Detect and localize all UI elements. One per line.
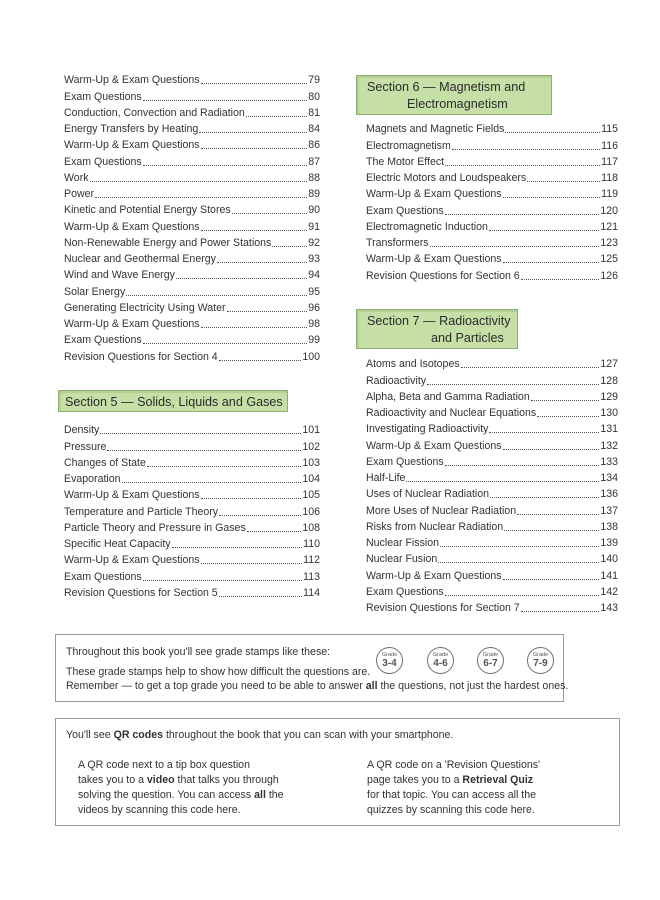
toc-entry-page: 88	[308, 171, 320, 184]
grade-stamp-7-9	[527, 647, 554, 674]
toc-entry-title: Exam Questions	[64, 570, 142, 583]
toc-entry-title: Evaporation	[64, 473, 121, 485]
toc-entry-page: 94	[308, 269, 320, 282]
toc-entry-title: Investigating Radioactivity	[366, 423, 489, 436]
toc-dot-leader	[143, 327, 307, 344]
toc-entry-title: Revision Questions for Section 6	[366, 269, 520, 282]
toc-entry-page: 116	[601, 139, 618, 152]
toc-entry-page: 102	[302, 440, 320, 453]
toc-dot-leader	[461, 351, 600, 368]
qr-video-all: all	[254, 789, 266, 801]
grade-stamp-3-4	[376, 647, 403, 674]
toc-entry-title: Exam Questions	[64, 155, 142, 168]
qr-video-line1: A QR code next to a tip box question	[78, 759, 250, 771]
toc-entry-page: 126	[600, 269, 618, 282]
section-7-heading-line1: Section 7 — Radioactivity	[367, 314, 511, 328]
grade-stamp-value: 4-6	[433, 658, 448, 669]
toc-entry-page: 127	[600, 358, 618, 371]
toc-entry-page: 101	[302, 424, 320, 437]
toc-entry-title: Exam Questions	[366, 455, 444, 468]
toc-dot-leader	[490, 481, 599, 498]
grade-stamp-label: Grade	[482, 652, 499, 658]
qr-intro-part3: throughout the book that you can scan with your smartphone.	[163, 729, 454, 741]
toc-dot-leader	[122, 466, 302, 483]
toc-dot-leader	[503, 181, 601, 198]
toc-entry-page: 136	[600, 488, 618, 501]
qr-video-text	[78, 758, 284, 818]
toc-entry-page: 117	[601, 155, 618, 168]
toc-entry-page: 130	[600, 407, 618, 419]
toc-dot-leader	[440, 530, 599, 547]
qr-video-line2-a: takes you to a	[78, 774, 147, 786]
toc-entry-page: 118	[601, 172, 618, 184]
grade-box-line2: These grade stamps help to show how difficult the questions are.	[66, 666, 371, 678]
toc-entry-title: Changes of State	[64, 456, 146, 469]
toc-entry-page: 121	[600, 220, 618, 233]
toc-entry-page: 143	[600, 602, 618, 614]
toc-entry-title: Uses of Nuclear Radiation	[366, 488, 490, 501]
toc-entry-title: Warm-Up & Exam Questions	[64, 139, 200, 152]
toc-dot-leader	[247, 515, 302, 532]
qr-codes-box	[55, 718, 620, 826]
toc-dot-leader	[201, 67, 308, 84]
toc-entry-title: Warm-Up & Exam Questions	[366, 188, 502, 201]
toc-entry-title: Radioactivity and Nuclear Equations	[366, 407, 537, 419]
qr-video-line3	[78, 788, 284, 803]
toc-entry-title: Nuclear Fission	[366, 537, 440, 549]
toc-entry-page: 92	[308, 236, 320, 249]
toc-entry-title: Radioactivity	[366, 374, 427, 387]
grade-box-line3-part1: Remember — to get a top grade you need to be able to answer	[66, 680, 366, 692]
toc-dot-leader	[531, 384, 600, 401]
qr-video-bold: video	[146, 774, 175, 786]
toc-dot-leader	[527, 165, 600, 182]
toc-dot-leader	[489, 416, 599, 433]
toc-entry-title: Electromagnetism	[366, 139, 451, 152]
toc-dot-leader	[100, 417, 301, 434]
toc-dot-leader	[521, 595, 600, 612]
section-5-heading	[58, 390, 288, 412]
toc-dot-leader	[503, 433, 600, 450]
toc-entry-title: Specific Heat Capacity	[64, 538, 171, 550]
grade-stamp-label: Grade	[532, 652, 549, 658]
toc-entry-page: 112	[303, 554, 320, 567]
toc-dot-leader	[427, 368, 599, 385]
toc-entry-title: Warm-Up & Exam Questions	[64, 318, 200, 330]
toc-list-section-5	[64, 422, 320, 601]
toc-dot-leader	[445, 149, 600, 166]
toc-dot-leader	[489, 214, 599, 231]
toc-dot-leader	[201, 482, 302, 499]
toc-dot-leader	[107, 434, 301, 451]
toc-entry-title: Atoms and Isotopes	[366, 358, 460, 371]
toc-entry-page: 95	[308, 285, 320, 298]
toc-dot-leader	[143, 149, 307, 166]
toc-entry-title: Warm-Up & Exam Questions	[366, 253, 502, 266]
toc-entry-title: Kinetic and Potential Energy Stores	[64, 204, 231, 217]
toc-entry-page: 138	[600, 520, 618, 533]
toc-dot-leader	[406, 465, 599, 482]
toc-entry-page: 128	[600, 374, 618, 387]
toc-entry-page: 131	[600, 423, 618, 436]
toc-dot-leader	[452, 133, 600, 150]
toc-entry-title: Nuclear and Geothermal Energy	[64, 253, 216, 265]
section-5-heading-text: Section 5 — Solids, Liquids and Gases	[65, 395, 283, 409]
toc-entry-page: 106	[302, 505, 320, 518]
toc-entry-page: 105	[302, 489, 320, 502]
toc-dot-leader	[503, 246, 600, 263]
toc-entry-page: 132	[600, 439, 618, 452]
toc-dot-leader	[219, 499, 301, 516]
toc-entry-page: 134	[600, 472, 618, 484]
section-6-heading	[356, 75, 552, 115]
toc-dot-leader	[90, 165, 308, 182]
toc-entry-title: Warm-Up & Exam Questions	[64, 220, 200, 233]
grade-stamp-value: 6-7	[483, 658, 498, 669]
toc-entry-page: 79	[308, 74, 320, 87]
toc-entry-title: Conduction, Convection and Radiation	[64, 106, 245, 119]
toc-dot-leader	[445, 449, 600, 466]
toc-entry-page: 129	[600, 390, 618, 403]
toc-entry-title: More Uses of Nuclear Radiation	[366, 504, 517, 517]
toc-entry[interactable]	[64, 585, 320, 601]
qr-quiz-line3: for that topic. You can access all the	[367, 789, 537, 801]
toc-entry-title: Exam Questions	[366, 204, 444, 217]
toc-entry-title: Half-Life	[366, 472, 406, 484]
toc-entry-title: Risks from Nuclear Radiation	[366, 520, 504, 533]
toc-entry-page: 89	[308, 188, 320, 200]
toc-entry-title: Particle Theory and Pressure in Gases	[64, 521, 246, 534]
toc-entry-title: Non-Renewable Energy and Power Stations	[64, 236, 272, 249]
toc-dot-leader	[199, 116, 307, 133]
toc-entry-page: 84	[308, 123, 320, 135]
toc-entry-page: 140	[600, 553, 618, 566]
toc-dot-leader	[227, 295, 308, 312]
toc-dot-leader	[445, 198, 600, 215]
toc-entry[interactable]	[64, 348, 320, 364]
toc-dot-leader	[445, 579, 600, 596]
toc-dot-leader	[219, 580, 302, 597]
toc-entry-title: Exam Questions	[64, 334, 142, 347]
toc-dot-leader	[438, 546, 599, 563]
toc-dot-leader	[201, 214, 308, 231]
toc-entry-title: Revision Questions for Section 7	[366, 602, 520, 614]
toc-entry-page: 96	[308, 301, 320, 314]
toc-entry-page: 137	[600, 504, 618, 517]
toc-entry-page: 123	[600, 237, 618, 249]
toc-dot-leader	[537, 400, 599, 417]
toc-dot-leader	[172, 531, 303, 548]
toc-entry-page: 110	[303, 538, 320, 550]
grade-box-line3-all: all	[365, 680, 378, 692]
section-6-heading-line2: Electromagnetism	[407, 97, 508, 111]
toc-entry-page: 93	[308, 253, 320, 265]
toc-entry-title: Work	[64, 171, 89, 184]
toc-entry-page: 133	[600, 455, 618, 468]
toc-dot-leader	[217, 246, 307, 263]
toc-dot-leader	[430, 230, 600, 247]
toc-list-section-7	[366, 356, 618, 616]
grade-stamp-6-7	[477, 647, 504, 674]
qr-video-line3-a: solving the question. You can access	[78, 789, 255, 801]
toc-entry-page: 80	[308, 90, 320, 103]
toc-entry-page: 99	[308, 334, 320, 347]
toc-entry-title: Warm-Up & Exam Questions	[366, 439, 502, 452]
toc-dot-leader	[143, 84, 307, 101]
toc-entry-page: 86	[308, 139, 320, 152]
toc-entry-page: 87	[308, 155, 320, 168]
toc-entry-title: Wind and Wave Energy	[64, 269, 175, 282]
toc-dot-leader	[201, 311, 308, 328]
qr-quiz-line1: A QR code on a 'Revision Questions'	[367, 759, 541, 771]
toc-entry-title: Exam Questions	[64, 90, 142, 103]
toc-entry-page: 113	[303, 570, 320, 583]
toc-entry-title: Warm-Up & Exam Questions	[64, 74, 200, 87]
toc-entry-title: Electric Motors and Loudspeakers	[366, 172, 527, 184]
toc-dot-leader	[126, 279, 307, 296]
toc-entry-page: 142	[600, 585, 618, 598]
toc-entry-page: 141	[600, 569, 618, 582]
toc-dot-leader	[219, 344, 302, 361]
section-7-heading	[356, 309, 518, 349]
toc-entry-title: The Motor Effect	[366, 155, 445, 168]
toc-entry-title: Generating Electricity Using Water	[64, 301, 226, 314]
toc-entry-title: Warm-Up & Exam Questions	[366, 569, 502, 582]
toc-entry-title: Electromagnetic Induction	[366, 220, 488, 233]
section-6-heading-line1: Section 6 — Magnetism and	[367, 80, 526, 94]
toc-entry-page: 104	[302, 473, 320, 485]
qr-quiz-line2-a: page takes you to a	[367, 774, 463, 786]
toc-entry-title: Exam Questions	[366, 585, 444, 598]
grade-stamps-box	[55, 634, 569, 702]
toc-entry-page: 81	[308, 106, 320, 119]
grade-stamp-4-6	[427, 647, 454, 674]
qr-video-line2	[78, 773, 284, 788]
toc-entry-title: Energy Transfers by Heating	[64, 123, 199, 135]
grade-box-line1: Throughout this book you'll see grade stamps like these:	[66, 646, 331, 658]
toc-dot-leader	[95, 181, 307, 198]
toc-dot-leader	[143, 564, 302, 581]
toc-entry-title: Alpha, Beta and Gamma Radiation	[366, 390, 530, 403]
toc-entry-page: 98	[308, 318, 320, 330]
grade-box-line3-part3: the questions, not just the hardest ones.	[377, 680, 569, 692]
toc-entry-title: Magnets and Magnetic Fields	[366, 123, 505, 136]
toc-entry-title: Nuclear Fusion	[366, 553, 438, 566]
grade-stamp-value: 7-9	[533, 658, 548, 669]
toc-entry-page: 100	[302, 350, 320, 363]
qr-quiz-line2	[367, 773, 540, 788]
toc-dot-leader	[504, 514, 599, 531]
toc-dot-leader	[232, 197, 308, 214]
toc-dot-leader	[505, 116, 600, 133]
toc-dot-leader	[246, 100, 307, 117]
toc-entry[interactable]	[366, 600, 618, 616]
toc-dot-leader	[201, 547, 303, 564]
qr-quiz-text	[367, 758, 540, 818]
toc-list-section-4	[64, 72, 320, 365]
toc-entry-page: 120	[600, 204, 618, 217]
toc-entry-page: 103	[302, 456, 320, 469]
qr-intro-part1: You'll see	[66, 729, 114, 741]
qr-video-line4: videos by scanning this code here.	[78, 804, 241, 816]
toc-entry-page: 90	[308, 204, 320, 217]
toc-dot-leader	[503, 563, 600, 580]
toc-entry-page: 91	[308, 220, 320, 233]
grade-stamp-value: 3-4	[382, 658, 397, 669]
toc-entry-title: Transformers	[366, 237, 429, 249]
toc-entry-title: Warm-Up & Exam Questions	[64, 489, 200, 502]
toc-dot-leader	[517, 498, 599, 515]
toc-entry-page: 115	[601, 123, 618, 136]
toc-entry-page: 108	[302, 521, 320, 534]
toc-entry-page: 125	[600, 253, 618, 266]
toc-entry-title: Revision Questions for Section 5	[64, 586, 218, 599]
toc-dot-leader	[147, 450, 301, 467]
qr-intro-bold: QR codes	[113, 729, 164, 741]
toc-entry-title: Solar Energy	[64, 285, 126, 298]
toc-entry-title: Pressure	[64, 440, 107, 453]
section-7-heading-line2: and Particles	[431, 331, 504, 345]
toc-entry-title: Temperature and Particle Theory	[64, 505, 219, 518]
toc-entry-page: 139	[600, 537, 618, 549]
grade-stamp-label: Grade	[381, 652, 398, 658]
toc-entry-title: Revision Questions for Section 4	[64, 350, 218, 363]
toc-dot-leader	[201, 132, 308, 149]
toc-entry-page: 114	[303, 586, 320, 599]
qr-intro	[66, 729, 453, 741]
grade-stamp-label: Grade	[432, 652, 449, 658]
qr-video-line2-c: that talks you through	[174, 774, 279, 786]
toc-entry-title: Power	[64, 188, 95, 200]
toc-dot-leader	[521, 263, 600, 280]
qr-quiz-line4: quizzes by scanning this code here.	[367, 804, 535, 816]
toc-dot-leader	[176, 262, 307, 279]
qr-quiz-bold: Retrieval Quiz	[462, 774, 534, 786]
toc-entry-title: Warm-Up & Exam Questions	[64, 554, 200, 567]
toc-dot-leader	[272, 230, 307, 247]
qr-video-line3-c: the	[265, 789, 284, 801]
toc-entry-title: Density	[64, 424, 100, 437]
grade-box-line3	[66, 680, 568, 692]
toc-entry[interactable]	[366, 267, 618, 283]
toc-entry-page: 119	[601, 188, 618, 201]
toc-list-section-6	[366, 121, 618, 284]
